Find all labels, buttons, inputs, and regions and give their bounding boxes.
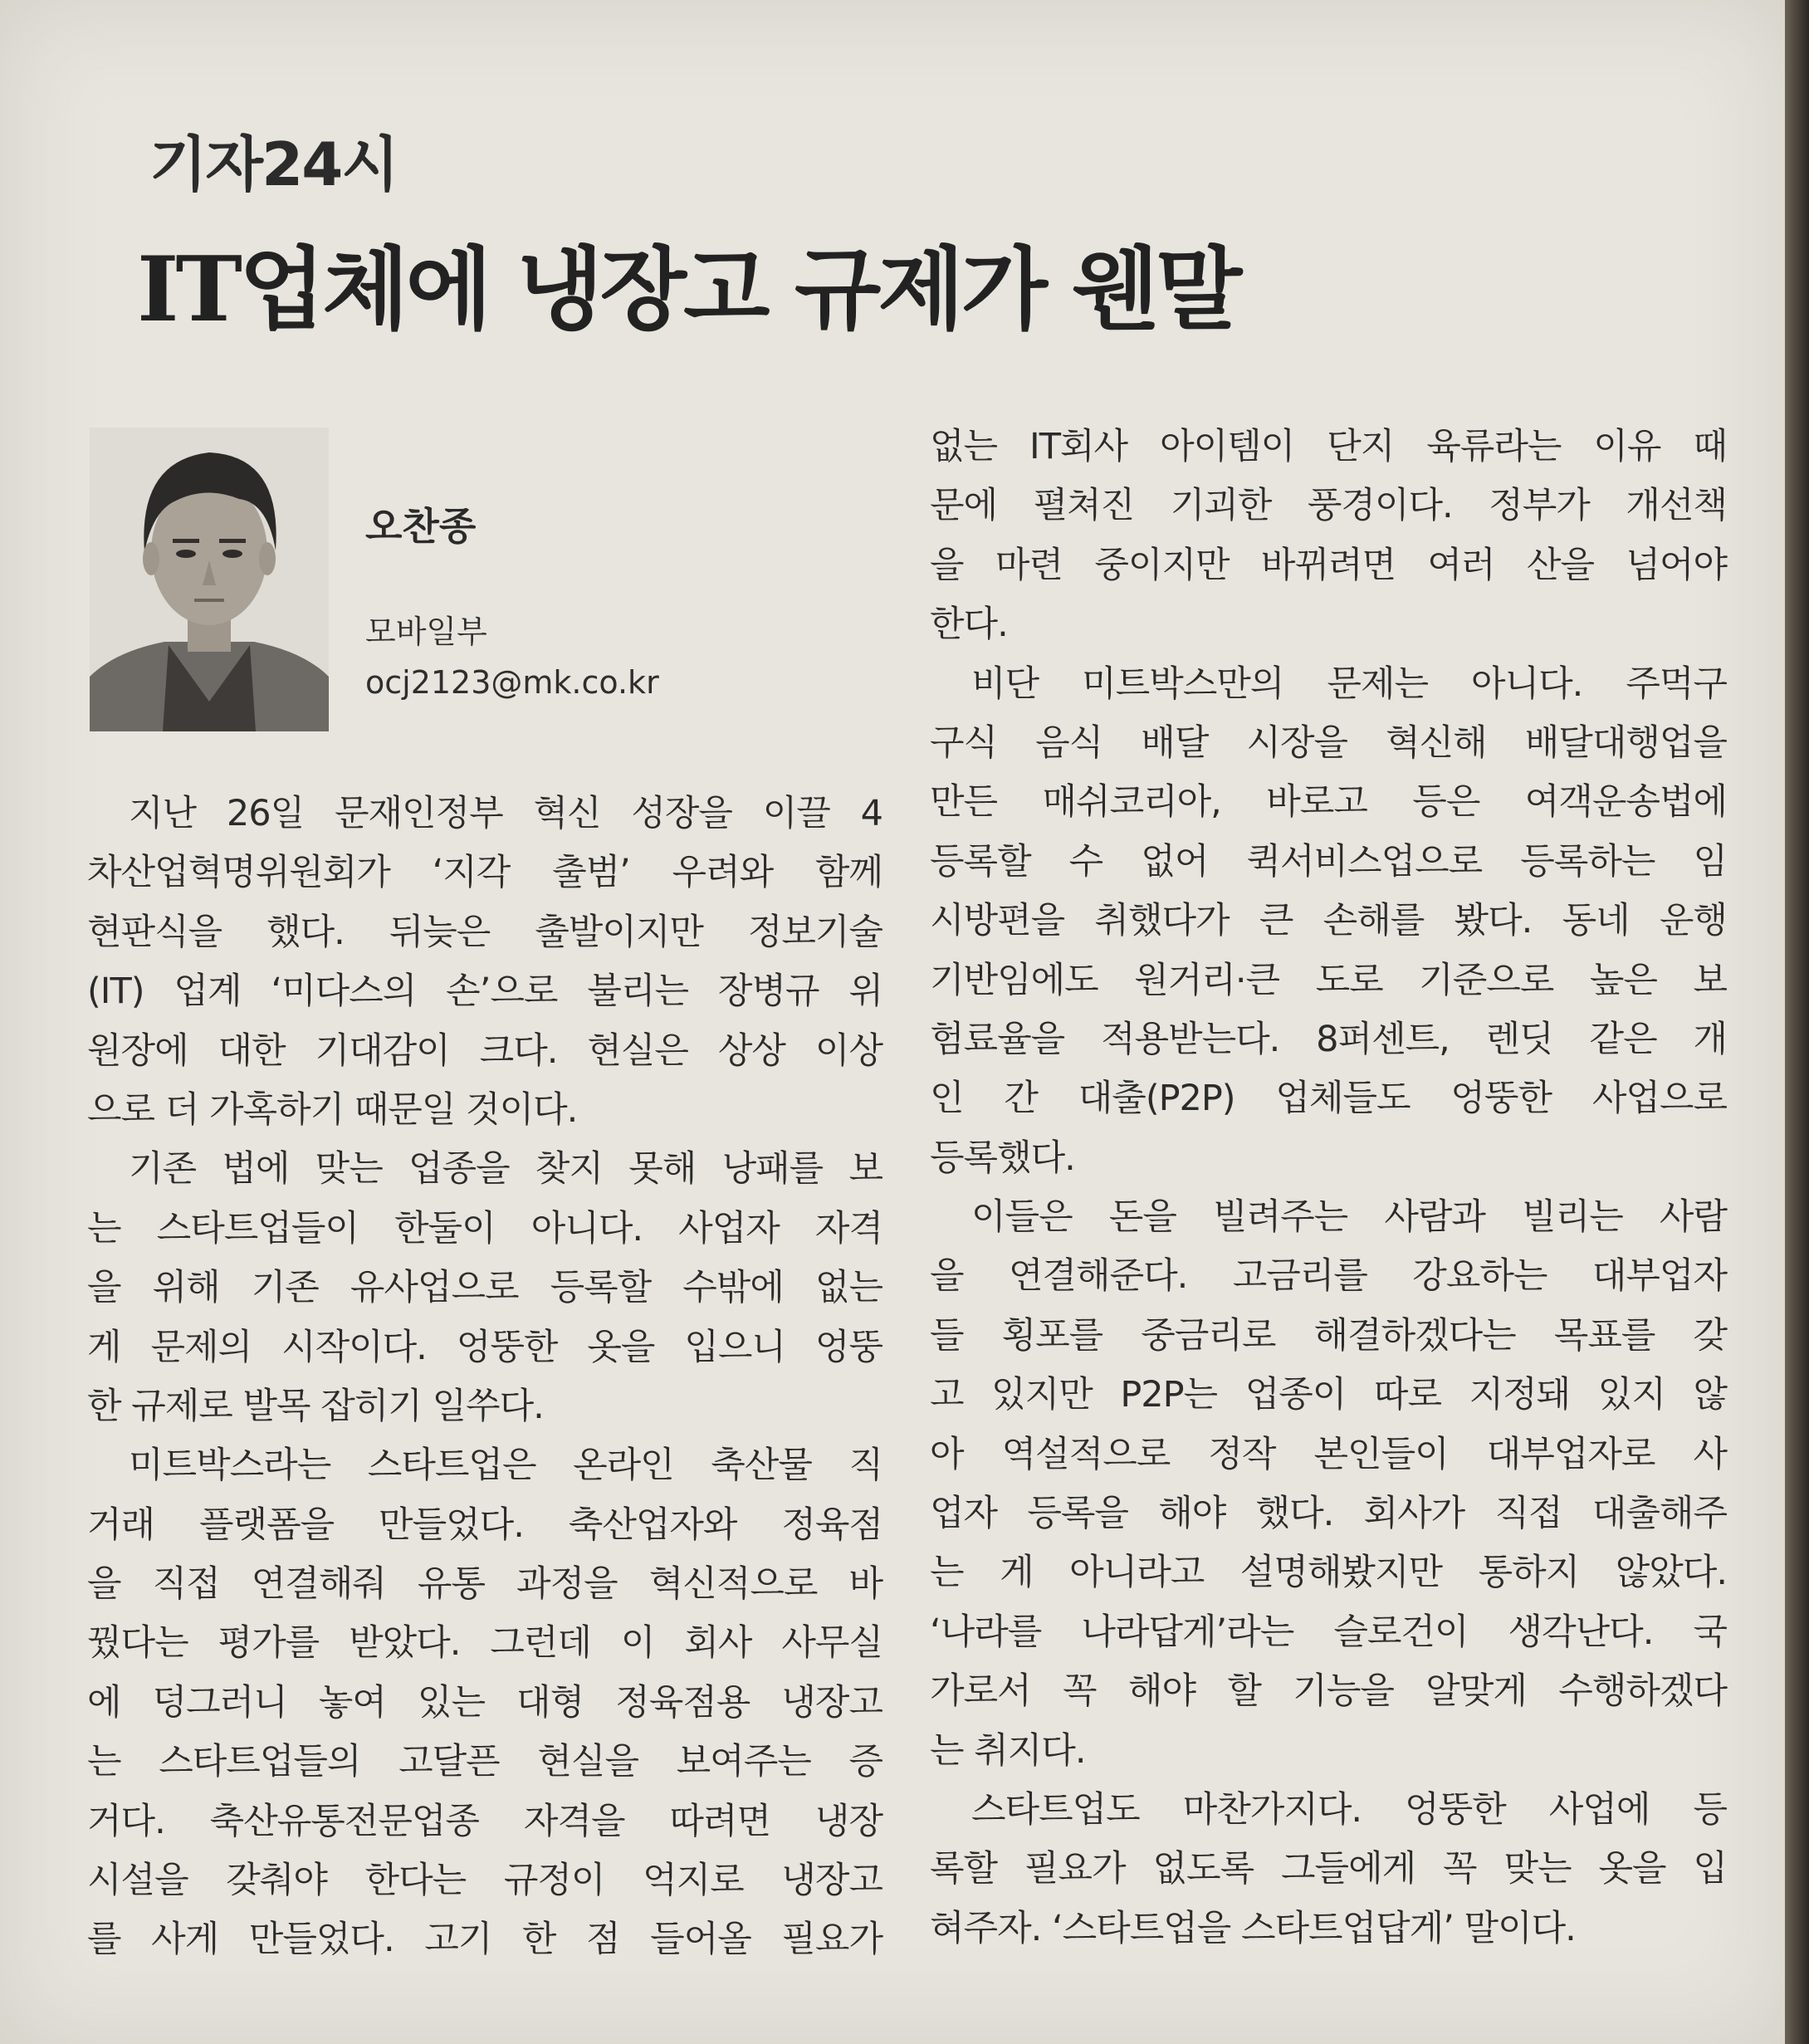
article-line: 차산업혁명위원회가 ‘지각 출범’ 우려와 함께 xyxy=(87,852,882,894)
article-line: 게 문제의 시작이다. 엉뚱한 옷을 입으니 엉뚱 xyxy=(87,1326,882,1368)
article-line: 한다. xyxy=(930,604,1008,646)
article-line: 비단 미트박스만의 문제는 아니다. 주먹구 xyxy=(971,663,1727,705)
article-line: 원장에 대한 기대감이 크다. 현실은 상상 이상 xyxy=(87,1029,882,1072)
article-line: 구식 음식 배달 시장을 혁신해 배달대행업을 xyxy=(930,721,1727,764)
article-line: 고 있지만 P2P는 업종이 따로 지정돼 있지 않 xyxy=(930,1374,1727,1416)
article-line: 스타트업도 마찬가지다. 엉뚱한 사업에 등 xyxy=(971,1788,1727,1831)
article-line: 가로서 꼭 해야 할 기능을 알맞게 수행하겠다 xyxy=(930,1670,1727,1713)
article-line: 는 게 아니라고 설명해봤지만 통하지 않았다. xyxy=(930,1552,1727,1594)
article-line: 아 역설적으로 정작 본인들이 대부업자로 사 xyxy=(930,1433,1727,1475)
headline: IT업체에 냉장고 규제가 웬말 xyxy=(137,237,1239,342)
article-line: 등록했다. xyxy=(930,1137,1075,1179)
article-line: 인 간 대출(P2P) 업체들도 엉뚱한 사업으로 xyxy=(930,1078,1727,1120)
article-line: 는 스타트업들의 고달픈 현실을 보여주는 증 xyxy=(87,1741,882,1783)
author-department: 모바일부 xyxy=(365,614,487,650)
article-line: 험료율을 적용받는다. 8퍼센트, 렌딧 같은 개 xyxy=(930,1018,1727,1060)
article-line: 를 사게 만들었다. 고기 한 점 들어올 필요가 xyxy=(87,1919,882,1961)
article-line: 록할 필요가 없도록 그들에게 꼭 맞는 옷을 입 xyxy=(930,1848,1727,1890)
author-portrait-icon xyxy=(90,428,329,731)
article-line: 을 위해 기존 유사업으로 등록할 수밖에 없는 xyxy=(87,1267,882,1309)
article-line: 이들은 돈을 빌려주는 사람과 빌리는 사람 xyxy=(971,1196,1727,1239)
article-line: 기존 법에 맞는 업종을 찾지 못해 낭패를 보 xyxy=(129,1148,882,1191)
article-line: 는 스타트업들이 한둘이 아니다. 사업자 자격 xyxy=(87,1207,882,1249)
author-photo xyxy=(90,428,329,731)
article-line: 지난 26일 문재인정부 혁신 성장을 이끌 4 xyxy=(129,793,882,834)
author-email[interactable]: ocj2123@mk.co.kr xyxy=(365,664,659,701)
author-name: 오찬종 xyxy=(365,504,477,549)
article-line: 을 연결해준다. 고금리를 강요하는 대부업자 xyxy=(930,1255,1727,1298)
paper-shadow-edge xyxy=(1785,0,1809,2044)
article-line: 현판식을 했다. 뒤늦은 출발이지만 정보기술 xyxy=(87,911,882,953)
article-line: 에 덩그러니 놓여 있는 대형 정육점용 냉장고 xyxy=(87,1681,882,1724)
article-line: 꿨다는 평가를 받았다. 그런데 이 회사 사무실 xyxy=(87,1622,882,1665)
article-line: 으로 더 가혹하기 때문일 것이다. xyxy=(87,1088,578,1131)
article-line: 한 규제로 발목 잡히기 일쑤다. xyxy=(87,1385,544,1427)
article-line: 들 횡포를 중금리로 해결하겠다는 목표를 갖 xyxy=(930,1314,1727,1357)
article-line: 기반임에도 원거리·큰 도로 기준으로 높은 보 xyxy=(930,959,1727,1001)
article-line: 을 직접 연결해줘 유통 과정을 혁신적으로 바 xyxy=(87,1563,882,1606)
article-line: 없는 IT회사 아이템이 단지 육류라는 이유 때 xyxy=(930,426,1727,467)
article-line: 미트박스라는 스타트업은 온라인 축산물 직 xyxy=(129,1445,882,1487)
article-column-right xyxy=(930,418,1727,1958)
article-line: 거다. 축산유통전문업종 자격을 따려면 냉장 xyxy=(87,1800,882,1842)
article-line: 문에 펼쳐진 기괴한 풍경이다. 정부가 개선책 xyxy=(930,485,1727,527)
section-label: 기자24시 xyxy=(149,130,398,199)
article-line: 거래 플랫폼을 만들었다. 축산업자와 정육점 xyxy=(87,1504,882,1546)
article-line: (IT) 업계 ‘미다스의 손’으로 불리는 장병규 위 xyxy=(87,971,882,1013)
article-line: 시설을 갖춰야 한다는 규정이 억지로 냉장고 xyxy=(87,1860,882,1902)
article-line: 는 취지다. xyxy=(930,1729,1086,1772)
article-line: 만든 매쉬코리아, 바로고 등은 여객운송법에 xyxy=(930,781,1727,824)
article-line: ‘나라를 나라답게’라는 슬로건이 생각난다. 국 xyxy=(930,1611,1727,1653)
article-line: 시방편을 취했다가 큰 손해를 봤다. 동네 운행 xyxy=(930,900,1727,942)
article-line: 을 마련 중이지만 바뀌려면 여러 산을 넘어야 xyxy=(930,544,1727,586)
article-line: 혀주자. ‘스타트업을 스타트업답게’ 말이다. xyxy=(930,1907,1576,1949)
article-line: 업자 등록을 해야 했다. 회사가 직접 대출해주 xyxy=(930,1493,1727,1535)
article-column-left xyxy=(87,785,882,1970)
article-line: 등록할 수 없어 퀵서비스업으로 등록하는 임 xyxy=(930,840,1727,883)
